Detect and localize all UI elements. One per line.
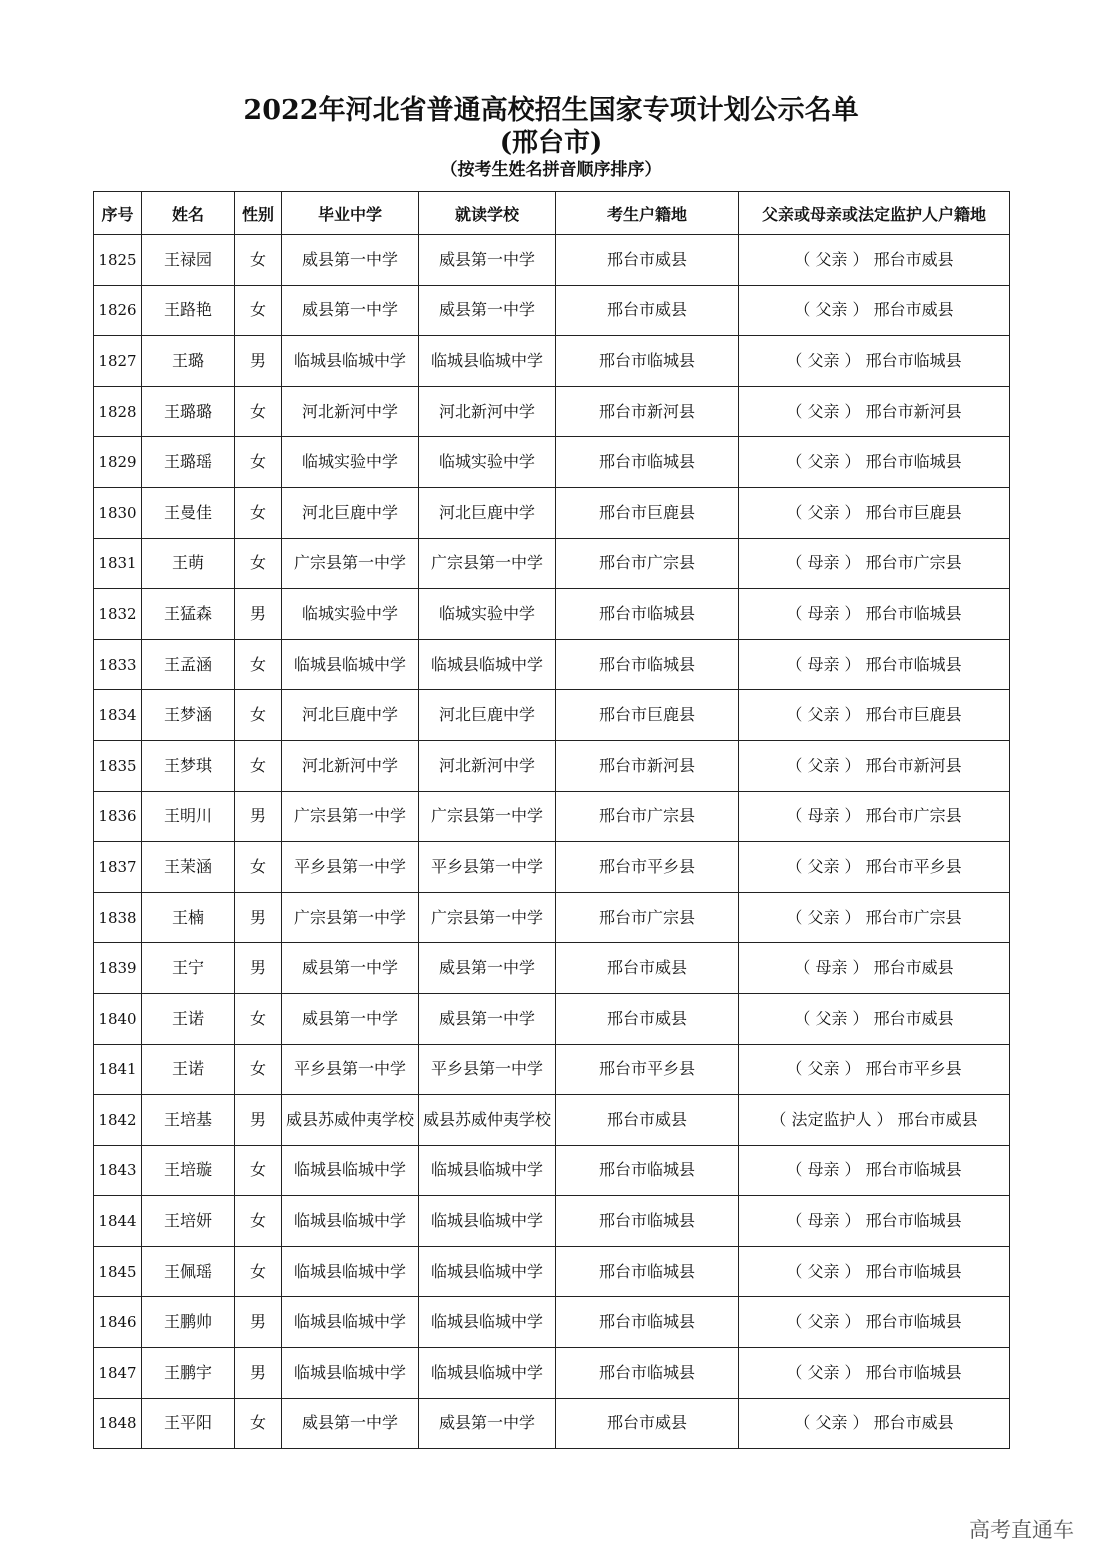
table-row [94, 386, 1010, 437]
cell-student-residence: 邢台市临城县 [556, 1196, 739, 1247]
cell-student-residence: 邢台市巨鹿县 [556, 487, 739, 538]
cell-name: 王曼佳 [142, 487, 235, 538]
cell-name: 王平阳 [142, 1398, 235, 1449]
watermark: 高考直通车 [969, 1518, 1074, 1542]
cell-current-school: 平乡县第一中学 [419, 842, 556, 893]
cell-graduated-school: 威县第一中学 [282, 943, 419, 994]
cell-name: 王梦琪 [142, 740, 235, 791]
cell-graduated-school: 威县苏威仲夷学校 [282, 1095, 419, 1146]
cell-guardian-residence: （ 母亲 ） 邢台市临城县 [739, 1145, 1010, 1196]
table-row [94, 639, 1010, 690]
cell-gender: 男 [235, 943, 282, 994]
cell-student-residence: 邢台市平乡县 [556, 1044, 739, 1095]
cell-gender: 男 [235, 791, 282, 842]
column-header-seq: 序号 [94, 192, 142, 235]
cell-graduated-school: 威县第一中学 [282, 285, 419, 336]
cell-student-residence: 邢台市威县 [556, 285, 739, 336]
table-header-row [94, 192, 1010, 235]
cell-seq: 1837 [94, 842, 142, 893]
table-row [94, 538, 1010, 589]
cell-name: 王诺 [142, 1044, 235, 1095]
cell-graduated-school: 临城实验中学 [282, 589, 419, 640]
cell-seq: 1840 [94, 993, 142, 1044]
cell-seq: 1835 [94, 740, 142, 791]
cell-gender: 女 [235, 487, 282, 538]
column-header-gender: 性别 [235, 192, 282, 235]
cell-current-school: 威县第一中学 [419, 1398, 556, 1449]
cell-current-school: 河北新河中学 [419, 740, 556, 791]
cell-gender: 女 [235, 1044, 282, 1095]
cell-seq: 1842 [94, 1095, 142, 1146]
cell-seq: 1836 [94, 791, 142, 842]
cell-gender: 女 [235, 1246, 282, 1297]
cell-guardian-residence: （ 母亲 ） 邢台市威县 [739, 943, 1010, 994]
cell-graduated-school: 临城县临城中学 [282, 1145, 419, 1196]
cell-seq: 1829 [94, 437, 142, 488]
cell-seq: 1830 [94, 487, 142, 538]
cell-guardian-residence: （ 父亲 ） 邢台市威县 [739, 285, 1010, 336]
cell-name: 王培妍 [142, 1196, 235, 1247]
cell-current-school: 河北新河中学 [419, 386, 556, 437]
cell-current-school: 临城县临城中学 [419, 1348, 556, 1399]
cell-guardian-residence: （ 母亲 ） 邢台市临城县 [739, 589, 1010, 640]
document-subtitle-city: (邢台市) [499, 128, 603, 158]
cell-graduated-school: 威县第一中学 [282, 235, 419, 286]
table-row [94, 943, 1010, 994]
cell-student-residence: 邢台市广宗县 [556, 538, 739, 589]
table-row [94, 1095, 1010, 1146]
cell-student-residence: 邢台市威县 [556, 993, 739, 1044]
cell-current-school: 威县第一中学 [419, 943, 556, 994]
cell-seq: 1834 [94, 690, 142, 741]
cell-current-school: 广宗县第一中学 [419, 538, 556, 589]
cell-name: 王璐璐 [142, 386, 235, 437]
cell-name: 王萌 [142, 538, 235, 589]
cell-guardian-residence: （ 父亲 ） 邢台市临城县 [739, 1246, 1010, 1297]
cell-graduated-school: 临城实验中学 [282, 437, 419, 488]
table-row [94, 892, 1010, 943]
table-row [94, 235, 1010, 286]
cell-seq: 1833 [94, 639, 142, 690]
cell-student-residence: 邢台市新河县 [556, 740, 739, 791]
table-row [94, 1196, 1010, 1247]
cell-student-residence: 邢台市临城县 [556, 589, 739, 640]
cell-seq: 1846 [94, 1297, 142, 1348]
cell-seq: 1847 [94, 1348, 142, 1399]
cell-current-school: 威县第一中学 [419, 993, 556, 1044]
cell-name: 王培璇 [142, 1145, 235, 1196]
cell-graduated-school: 临城县临城中学 [282, 639, 419, 690]
cell-student-residence: 邢台市临城县 [556, 336, 739, 387]
cell-student-residence: 邢台市广宗县 [556, 892, 739, 943]
cell-graduated-school: 平乡县第一中学 [282, 1044, 419, 1095]
cell-student-residence: 邢台市临城县 [556, 1348, 739, 1399]
cell-guardian-residence: （ 父亲 ） 邢台市巨鹿县 [739, 690, 1010, 741]
table-body [94, 235, 1010, 1449]
table-row [94, 589, 1010, 640]
table-row [94, 842, 1010, 893]
cell-student-residence: 邢台市临城县 [556, 639, 739, 690]
column-header-student-residence: 考生户籍地 [556, 192, 739, 235]
cell-gender: 女 [235, 285, 282, 336]
cell-seq: 1839 [94, 943, 142, 994]
cell-current-school: 临城县临城中学 [419, 1196, 556, 1247]
column-header-current-school: 就读学校 [419, 192, 556, 235]
document-sort-note: （按考生姓名拼音顺序排序） [440, 160, 662, 180]
cell-seq: 1832 [94, 589, 142, 640]
cell-graduated-school: 临城县临城中学 [282, 336, 419, 387]
cell-guardian-residence: （ 父亲 ） 邢台市平乡县 [739, 842, 1010, 893]
table-row [94, 1297, 1010, 1348]
table-row [94, 791, 1010, 842]
cell-graduated-school: 河北巨鹿中学 [282, 690, 419, 741]
cell-seq: 1843 [94, 1145, 142, 1196]
cell-current-school: 临城县临城中学 [419, 336, 556, 387]
cell-student-residence: 邢台市威县 [556, 1398, 739, 1449]
cell-gender: 男 [235, 589, 282, 640]
table-row [94, 993, 1010, 1044]
cell-gender: 女 [235, 993, 282, 1044]
cell-graduated-school: 临城县临城中学 [282, 1297, 419, 1348]
cell-gender: 男 [235, 336, 282, 387]
cell-guardian-residence: （ 父亲 ） 邢台市新河县 [739, 386, 1010, 437]
cell-graduated-school: 临城县临城中学 [282, 1196, 419, 1247]
cell-guardian-residence: （ 父亲 ） 邢台市威县 [739, 1398, 1010, 1449]
cell-seq: 1845 [94, 1246, 142, 1297]
cell-graduated-school: 河北新河中学 [282, 740, 419, 791]
cell-graduated-school: 威县第一中学 [282, 1398, 419, 1449]
cell-gender: 女 [235, 235, 282, 286]
cell-current-school: 平乡县第一中学 [419, 1044, 556, 1095]
cell-name: 王璐瑶 [142, 437, 235, 488]
cell-gender: 女 [235, 639, 282, 690]
cell-seq: 1828 [94, 386, 142, 437]
table-row [94, 740, 1010, 791]
table-row [94, 1348, 1010, 1399]
column-header-guardian-residence: 父亲或母亲或法定监护人户籍地 [739, 192, 1010, 235]
cell-guardian-residence: （ 母亲 ） 邢台市临城县 [739, 639, 1010, 690]
cell-name: 王孟涵 [142, 639, 235, 690]
cell-current-school: 临城县临城中学 [419, 1145, 556, 1196]
cell-gender: 女 [235, 740, 282, 791]
table-row [94, 336, 1010, 387]
cell-gender: 女 [235, 538, 282, 589]
cell-student-residence: 邢台市巨鹿县 [556, 690, 739, 741]
cell-guardian-residence: （ 父亲 ） 邢台市临城县 [739, 336, 1010, 387]
cell-guardian-residence: （ 父亲 ） 邢台市威县 [739, 235, 1010, 286]
cell-name: 王梦涵 [142, 690, 235, 741]
table-row [94, 285, 1010, 336]
cell-gender: 女 [235, 842, 282, 893]
cell-guardian-residence: （ 父亲 ） 邢台市临城县 [739, 1297, 1010, 1348]
cell-seq: 1826 [94, 285, 142, 336]
cell-name: 王鹏宇 [142, 1348, 235, 1399]
cell-guardian-residence: （ 父亲 ） 邢台市平乡县 [739, 1044, 1010, 1095]
cell-gender: 女 [235, 1196, 282, 1247]
cell-guardian-residence: （ 父亲 ） 邢台市广宗县 [739, 892, 1010, 943]
cell-gender: 女 [235, 1398, 282, 1449]
cell-seq: 1827 [94, 336, 142, 387]
cell-current-school: 临城实验中学 [419, 589, 556, 640]
cell-current-school: 广宗县第一中学 [419, 791, 556, 842]
cell-name: 王诺 [142, 993, 235, 1044]
cell-graduated-school: 河北巨鹿中学 [282, 487, 419, 538]
column-header-graduated-school: 毕业中学 [282, 192, 419, 235]
cell-student-residence: 邢台市威县 [556, 943, 739, 994]
table-row [94, 690, 1010, 741]
cell-current-school: 临城县临城中学 [419, 639, 556, 690]
cell-gender: 男 [235, 1095, 282, 1146]
table-row [94, 487, 1010, 538]
cell-guardian-residence: （ 法定监护人 ） 邢台市威县 [739, 1095, 1010, 1146]
cell-student-residence: 邢台市平乡县 [556, 842, 739, 893]
cell-graduated-school: 广宗县第一中学 [282, 892, 419, 943]
cell-name: 王佩瑶 [142, 1246, 235, 1297]
cell-graduated-school: 临城县临城中学 [282, 1246, 419, 1297]
cell-student-residence: 邢台市威县 [556, 1095, 739, 1146]
cell-current-school: 威县第一中学 [419, 235, 556, 286]
cell-guardian-residence: （ 父亲 ） 邢台市新河县 [739, 740, 1010, 791]
cell-name: 王楠 [142, 892, 235, 943]
table-row [94, 1145, 1010, 1196]
cell-guardian-residence: （ 父亲 ） 邢台市威县 [739, 993, 1010, 1044]
cell-student-residence: 邢台市临城县 [556, 437, 739, 488]
cell-graduated-school: 河北新河中学 [282, 386, 419, 437]
cell-gender: 男 [235, 1297, 282, 1348]
cell-name: 王禄园 [142, 235, 235, 286]
cell-gender: 女 [235, 386, 282, 437]
cell-guardian-residence: （ 母亲 ） 邢台市临城县 [739, 1196, 1010, 1247]
cell-student-residence: 邢台市新河县 [556, 386, 739, 437]
cell-student-residence: 邢台市临城县 [556, 1246, 739, 1297]
cell-name: 王明川 [142, 791, 235, 842]
cell-name: 王鹏帅 [142, 1297, 235, 1348]
roster-table [93, 191, 1010, 1449]
cell-student-residence: 邢台市威县 [556, 235, 739, 286]
cell-current-school: 临城实验中学 [419, 437, 556, 488]
cell-seq: 1841 [94, 1044, 142, 1095]
cell-gender: 男 [235, 1348, 282, 1399]
document-title: 2022年河北省普通高校招生国家专项计划公示名单 [243, 95, 859, 126]
cell-seq: 1844 [94, 1196, 142, 1247]
cell-gender: 女 [235, 1145, 282, 1196]
cell-gender: 男 [235, 892, 282, 943]
cell-name: 王猛森 [142, 589, 235, 640]
cell-seq: 1838 [94, 892, 142, 943]
cell-gender: 女 [235, 437, 282, 488]
cell-graduated-school: 威县第一中学 [282, 993, 419, 1044]
cell-guardian-residence: （ 父亲 ） 邢台市临城县 [739, 437, 1010, 488]
cell-current-school: 河北巨鹿中学 [419, 690, 556, 741]
cell-seq: 1848 [94, 1398, 142, 1449]
cell-current-school: 广宗县第一中学 [419, 892, 556, 943]
cell-name: 王宁 [142, 943, 235, 994]
cell-name: 王璐 [142, 336, 235, 387]
cell-current-school: 临城县临城中学 [419, 1246, 556, 1297]
cell-guardian-residence: （ 母亲 ） 邢台市广宗县 [739, 791, 1010, 842]
cell-student-residence: 邢台市临城县 [556, 1145, 739, 1196]
cell-current-school: 威县第一中学 [419, 285, 556, 336]
cell-current-school: 河北巨鹿中学 [419, 487, 556, 538]
cell-name: 王路艳 [142, 285, 235, 336]
cell-seq: 1831 [94, 538, 142, 589]
column-header-name: 姓名 [142, 192, 235, 235]
cell-guardian-residence: （ 父亲 ） 邢台市巨鹿县 [739, 487, 1010, 538]
cell-name: 王茉涵 [142, 842, 235, 893]
cell-graduated-school: 临城县临城中学 [282, 1348, 419, 1399]
cell-seq: 1825 [94, 235, 142, 286]
cell-student-residence: 邢台市广宗县 [556, 791, 739, 842]
table-row [94, 1044, 1010, 1095]
cell-student-residence: 邢台市临城县 [556, 1297, 739, 1348]
cell-graduated-school: 广宗县第一中学 [282, 538, 419, 589]
cell-guardian-residence: （ 父亲 ） 邢台市临城县 [739, 1348, 1010, 1399]
cell-current-school: 威县苏威仲夷学校 [419, 1095, 556, 1146]
cell-current-school: 临城县临城中学 [419, 1297, 556, 1348]
cell-gender: 女 [235, 690, 282, 741]
cell-graduated-school: 平乡县第一中学 [282, 842, 419, 893]
table-row [94, 1398, 1010, 1449]
table-row [94, 437, 1010, 488]
cell-name: 王培基 [142, 1095, 235, 1146]
cell-graduated-school: 广宗县第一中学 [282, 791, 419, 842]
table-row [94, 1246, 1010, 1297]
cell-guardian-residence: （ 母亲 ） 邢台市广宗县 [739, 538, 1010, 589]
